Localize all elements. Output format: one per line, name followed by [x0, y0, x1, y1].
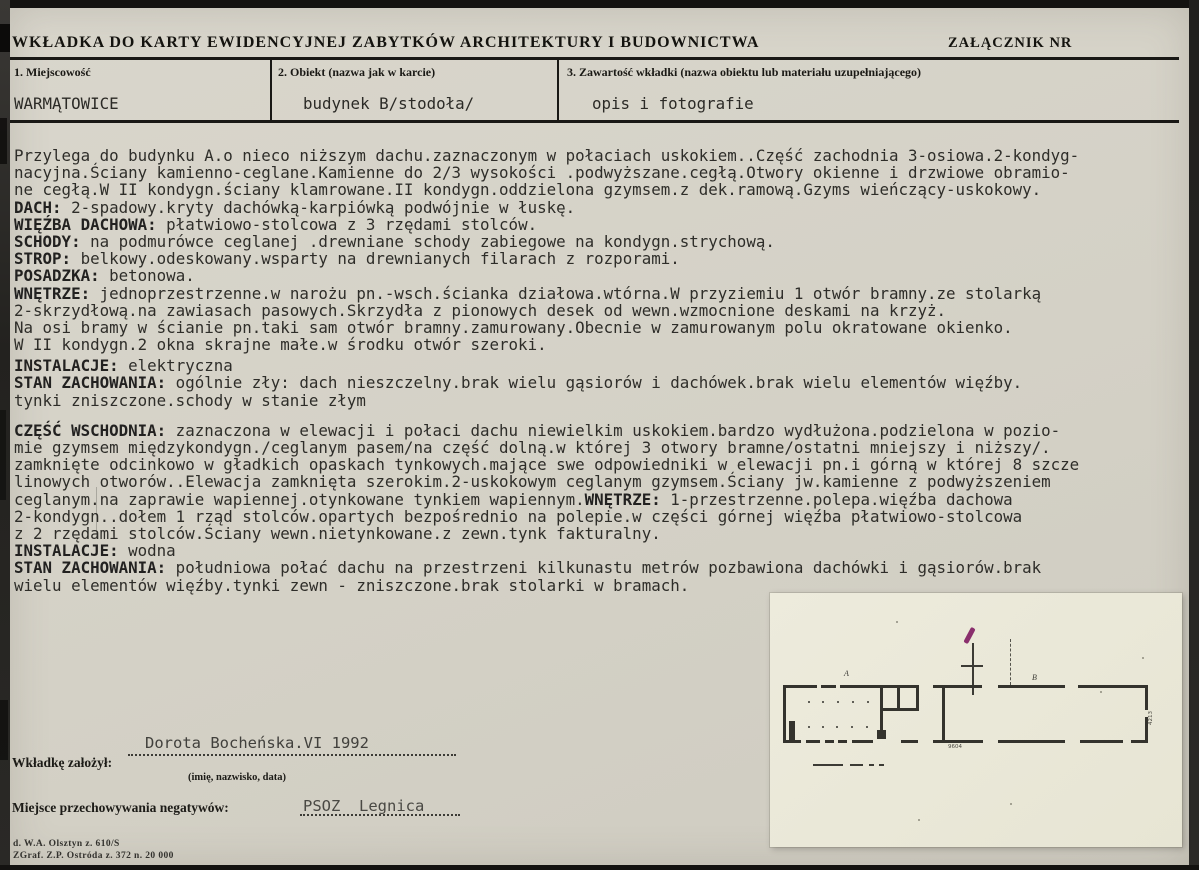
scan-edge-top [0, 0, 1199, 8]
plan-post-dot [880, 726, 882, 728]
print-line: d. W.A. Olsztyn z. 610/S [13, 839, 120, 849]
body-line [14, 319, 1079, 336]
paper-speck [1142, 657, 1144, 659]
print-line: ZGraf. Z.P. Ostróda z. 372 n. 20 000 [13, 851, 174, 861]
plan-post-dot [866, 726, 868, 728]
body-label: STAN ZACHOWANIA: [14, 373, 167, 393]
body-segment: 2-spadowy.kryty dachówką-karpiówką podwójnie w łuskę. [61, 197, 576, 217]
plan-wall [783, 740, 801, 743]
signature-value: Dorota Bocheńska.VI 1992 [145, 734, 369, 752]
body-segment: ogólnie zły: dach nieszczelny.brak wielu gąsiorów i dachówek.brak wielu elementów więźby. [166, 373, 1023, 393]
body-segment: elektryczna [118, 356, 233, 376]
scan-edge-right [1189, 0, 1199, 870]
body-line [14, 147, 1079, 164]
plan-wall [1078, 685, 1148, 688]
plan-dimension-bottom: 9604 [948, 744, 962, 750]
body-segment: wielu elementów więźby.tynki zewn - zniszczone.brak stolarki w bramach. [14, 575, 690, 595]
body-segment: zaznaczona w elewacji i połaci dachu niewielkim uskokiem.bardzo wydłużona.podzielona w pozio- [166, 420, 1061, 440]
body-segment: 1-przestrzenne.polepa.więźba dachowa [660, 489, 1013, 509]
plan-scale-bar [813, 764, 843, 766]
body-segment: płatwiowo-stolcowa z 3 rzędami stolców. [156, 214, 538, 234]
body-label: CZĘŚĆ WSCHODNIA: [14, 420, 167, 440]
paper-speck [918, 819, 920, 821]
plan-post-dot [852, 701, 854, 703]
body-segment: z 2 rzędami stolców.Ściany wewn.nietynkowane.z zewn.tynk fakturalny. [14, 523, 661, 543]
body-label: WNĘTRZE: [584, 489, 661, 509]
body-label: WIĘŹBA DACHOWA: [14, 214, 157, 234]
body-label: SCHODY: [14, 231, 81, 251]
plan-wall [1131, 740, 1148, 743]
body-segment: 2-skrzydłową.na zawiasach pasowych.Skrzydła z pionowych desek od wewn.wzmocnione deskami na krzyż. [14, 300, 947, 320]
body-line [14, 164, 1079, 181]
plan-wall [998, 685, 1065, 688]
signature-line [128, 738, 456, 756]
col-locality-label: 1. Miejscowość [14, 65, 91, 79]
body-label: STAN ZACHOWANIA: [14, 558, 167, 578]
attachment-label: ZAŁĄCZNIK NR [948, 35, 1073, 51]
body-line [14, 491, 1079, 508]
scan-artifact [0, 410, 6, 500]
plan-label-a: A [844, 669, 849, 678]
floor-plan [770, 593, 1182, 847]
body-label: DACH: [14, 197, 62, 217]
plan-wall [821, 685, 836, 688]
negatives-label: Miejsce przechowywania negatywów: [12, 800, 229, 815]
section-dashed-line [1010, 639, 1011, 685]
body-segment: tynki zniszczone.schody w stanie złym [14, 390, 366, 410]
body-segment: 2-kondygn..dołem 1 rząd stolców.opartych bezpośrednio na polepie.w części górnej więźba płatwiowo-stolcowa [14, 506, 1023, 526]
body-text [14, 147, 1079, 594]
plan-wall [998, 740, 1065, 743]
paper-speck [1010, 803, 1012, 805]
body-segment: linowych otworów..Elewacja zamknięta szerokim.2-uskokowym ceglanym gzymsem.Ściany jw.kamienne z podwyższeniem [14, 472, 1051, 492]
plan-scale-bar [850, 764, 863, 766]
paper-speck [1100, 691, 1102, 693]
plan-post-dot [822, 726, 824, 728]
body-line [14, 216, 1079, 233]
plan-post-dot [851, 726, 853, 728]
founder-label: Wkładkę założył: [12, 755, 113, 770]
body-line [14, 357, 1079, 374]
scan-artifact [0, 700, 8, 760]
body-label: STROP: [14, 249, 72, 269]
contents-value: opis i fotografie [592, 94, 754, 113]
signature-hint: (imię, nazwisko, data) [188, 772, 286, 783]
body-segment: ceglanym.na zaprawie wapiennej.otynkowane tynkiem wapiennym. [14, 489, 585, 509]
body-line [14, 181, 1079, 198]
body-label: WNĘTRZE: [14, 283, 91, 303]
body-label: POSADZKA: [14, 266, 100, 286]
plan-wall [838, 740, 847, 743]
body-segment: mie gzymsem międzykondygn./ceglanym pasem/na część dolną.w której 3 otwory bramne/ostatni mniejszy i niższy/. [14, 438, 1051, 457]
plan-wall [916, 688, 919, 711]
plan-wall [825, 740, 834, 743]
body-line [14, 392, 1079, 409]
paper-crease [96, 487, 97, 539]
body-line [14, 302, 1079, 319]
plan-wall [1080, 740, 1123, 743]
body-line [14, 374, 1079, 391]
scan-artifact [0, 118, 7, 164]
north-arrow-cross [961, 665, 983, 667]
col-contents-label: 3. Zawartość wkładki (nazwa obiektu lub materiału uzupełniającego) [567, 65, 922, 79]
body-line [14, 439, 1079, 456]
plan-post-dot [808, 726, 810, 728]
plan-post-dot [837, 701, 839, 703]
body-segment: wodna [118, 541, 176, 561]
plan-wall [942, 688, 945, 740]
body-label: INSTALACJE: [14, 356, 119, 376]
body-line [14, 577, 1079, 594]
plan-wall [789, 721, 795, 740]
north-arrow-tip [963, 627, 975, 644]
body-label: INSTALACJE: [14, 541, 119, 561]
plan-wall [855, 685, 919, 688]
object-value: budynek B/stodoła/ [303, 94, 475, 113]
plan-wall [1145, 688, 1148, 710]
plan-wall [806, 740, 820, 743]
body-segment: zamknięte odcinkowo w gładkich opaskach tynkowych.mające swe odpowiedniki w elewacji pn.i górną w której 8 szcze [14, 455, 1080, 475]
table-divider [557, 60, 559, 120]
body-segment: na podmurówce ceglanej .drewniane schody zabiegowe na kondygn.strychową. [80, 231, 775, 251]
body-segment: ne cegłą.W II kondygn.ściany klamrowane.II kondygn.oddzielona gzymsem.z dek.ramową.Gzyms wieńczący-uskokowy. [14, 180, 1042, 200]
floor-plan-panel [770, 593, 1182, 847]
table-divider [270, 60, 272, 120]
body-line [14, 285, 1079, 302]
body-line [14, 508, 1079, 525]
plan-scale-bar [879, 764, 884, 766]
plan-post-dot [808, 701, 810, 703]
body-line [14, 542, 1079, 559]
plan-wall [783, 685, 786, 743]
plan-wall [933, 740, 983, 743]
scan-edge-bottom [0, 865, 1199, 870]
plan-wall [840, 685, 855, 688]
body-line [14, 233, 1079, 250]
plan-post-dot [867, 701, 869, 703]
body-line [14, 250, 1079, 267]
plan-wall [901, 740, 918, 743]
body-line [14, 525, 1079, 542]
body-segment: jednoprzestrzenne.w narożu pn.-wsch.ścianka działowa.wtórna.W przyziemiu 1 otwór bramny.ze stolarką [90, 283, 1042, 303]
body-line [14, 336, 1079, 353]
plan-post-dot [836, 726, 838, 728]
body-segment: nacyjna.Ściany kamienno-ceglane.Kamienne do 2/3 wysokości .podwyższane.cegłą.Otwory okienne i drzwiowe obramio- [14, 163, 1070, 183]
plan-scale-bar [869, 764, 874, 766]
plan-wall [897, 688, 900, 711]
negatives-value: PSOZ Legnica [303, 797, 425, 815]
body-line [14, 422, 1079, 439]
body-line [14, 456, 1079, 473]
plan-wall [933, 685, 982, 688]
body-line [14, 559, 1079, 576]
body-segment: betonowa. [99, 266, 195, 286]
body-line [14, 473, 1079, 490]
header-rule [10, 57, 1179, 60]
plan-label-b: B [1032, 673, 1037, 682]
page-title: WKŁADKA DO KARTY EWIDENCYJNEJ ZABYTKÓW ARCHITEKTURY I BUDOWNICTWA [12, 34, 760, 51]
plan-wall [852, 740, 873, 743]
body-segment: południowa połać dachu na przestrzeni kilkunastu metrów pozbawiona dachówki i gąsiorów.brak [166, 558, 1042, 578]
body-segment: Na osi bramy w ścianie pn.taki sam otwór bramny.zamurowany.Obecnie w zamurowanym polu okratowane okienko. [14, 317, 1013, 337]
plan-wall [877, 730, 886, 739]
col-object-label: 2. Obiekt (nazwa jak w karcie) [278, 65, 436, 79]
table-bottom-rule [10, 120, 1179, 123]
plan-post-dot [822, 701, 824, 703]
print-info [13, 838, 174, 862]
paper-speck [896, 621, 898, 623]
body-segment: W II kondygn.2 okna skrajne małe.w środku otwór szeroki. [14, 335, 547, 355]
body-segment: belkowy.odeskowany.wsparty na drewnianych filarach z rozporami. [71, 249, 680, 269]
plan-wall [801, 685, 817, 688]
body-segment: Przylega do budynku A.o nieco niższym dachu.zaznaczonym w połaciach uskokiem..Część zachodnia 3-osiowa.2-kondyg- [14, 146, 1080, 165]
body-line [14, 199, 1079, 216]
card-paper [10, 8, 1189, 865]
plan-wall [783, 685, 803, 688]
locality-value: WARMĄTOWICE [14, 94, 119, 113]
plan-dimension-right: 4213 [1148, 711, 1154, 725]
body-line [14, 267, 1079, 284]
